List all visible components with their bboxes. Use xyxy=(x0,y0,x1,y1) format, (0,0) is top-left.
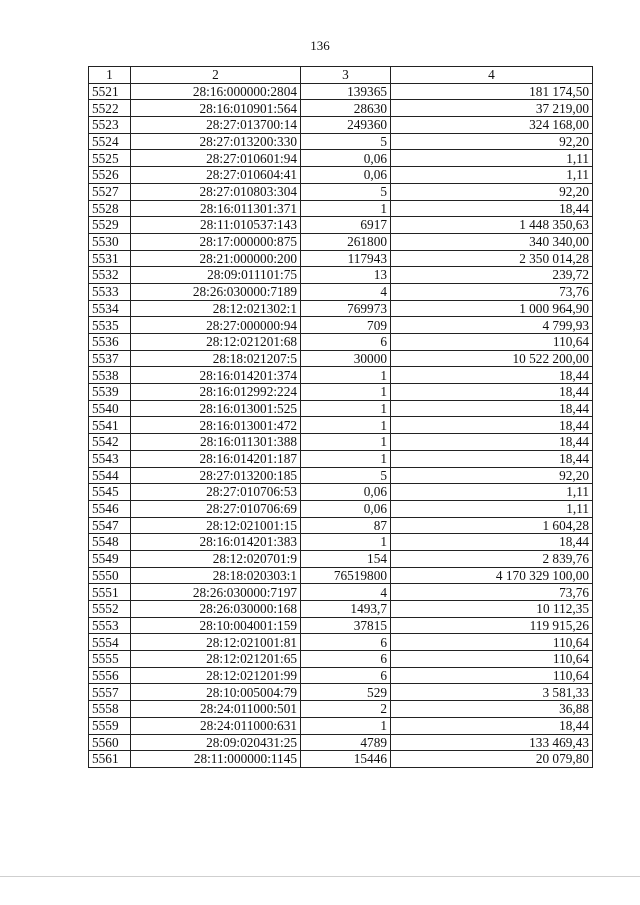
amount-value: 18,44 xyxy=(391,534,593,551)
table-row xyxy=(89,517,593,534)
amount-value: 133 469,43 xyxy=(391,734,593,751)
row-number: 5552 xyxy=(89,601,131,618)
area-value: 0,06 xyxy=(301,484,391,501)
cadastral-number: 28:26:030000:168 xyxy=(131,601,301,618)
table-body xyxy=(89,83,593,767)
table-row xyxy=(89,200,593,217)
table-row xyxy=(89,751,593,768)
area-value: 1493,7 xyxy=(301,601,391,618)
row-number: 5533 xyxy=(89,283,131,300)
table-row xyxy=(89,167,593,184)
row-number: 5550 xyxy=(89,567,131,584)
table-row xyxy=(89,117,593,134)
table-row xyxy=(89,484,593,501)
cadastral-number: 28:11:010537:143 xyxy=(131,217,301,234)
cadastral-number: 28:16:000000:2804 xyxy=(131,83,301,100)
area-value: 15446 xyxy=(301,751,391,768)
cadastral-number: 28:16:014201:187 xyxy=(131,450,301,467)
row-number: 5551 xyxy=(89,584,131,601)
cadastral-number: 28:12:021201:65 xyxy=(131,651,301,668)
area-value: 13 xyxy=(301,267,391,284)
amount-value: 92,20 xyxy=(391,133,593,150)
amount-value: 18,44 xyxy=(391,384,593,401)
row-number: 5536 xyxy=(89,334,131,351)
amount-value: 73,76 xyxy=(391,283,593,300)
table-row xyxy=(89,701,593,718)
area-value: 6 xyxy=(301,334,391,351)
table-row xyxy=(89,217,593,234)
table-row xyxy=(89,400,593,417)
row-number: 5547 xyxy=(89,517,131,534)
area-value: 1 xyxy=(301,534,391,551)
amount-value: 239,72 xyxy=(391,267,593,284)
area-value: 30000 xyxy=(301,350,391,367)
table-row xyxy=(89,283,593,300)
table-row xyxy=(89,567,593,584)
row-number: 5543 xyxy=(89,450,131,467)
row-number: 5531 xyxy=(89,250,131,267)
cadastral-number: 28:24:011000:631 xyxy=(131,717,301,734)
cadastral-number: 28:12:020701:9 xyxy=(131,550,301,567)
area-value: 261800 xyxy=(301,233,391,250)
cadastral-number: 28:16:011301:371 xyxy=(131,200,301,217)
table-row xyxy=(89,250,593,267)
table-row xyxy=(89,467,593,484)
cadastral-number: 28:18:021207:5 xyxy=(131,350,301,367)
cadastral-number: 28:26:030000:7189 xyxy=(131,283,301,300)
amount-value: 18,44 xyxy=(391,400,593,417)
cadastral-number: 28:21:000000:200 xyxy=(131,250,301,267)
cadastral-number: 28:09:020431:25 xyxy=(131,734,301,751)
area-value: 5 xyxy=(301,133,391,150)
amount-value: 18,44 xyxy=(391,434,593,451)
row-number: 5544 xyxy=(89,467,131,484)
area-value: 87 xyxy=(301,517,391,534)
row-number: 5537 xyxy=(89,350,131,367)
table-row xyxy=(89,133,593,150)
table-row xyxy=(89,634,593,651)
column-header-4: 4 xyxy=(391,67,593,84)
area-value: 4 xyxy=(301,584,391,601)
cadastral-number: 28:27:010706:69 xyxy=(131,500,301,517)
cadastral-number: 28:10:004001:159 xyxy=(131,617,301,634)
area-value: 154 xyxy=(301,550,391,567)
cadastral-number: 28:27:010604:41 xyxy=(131,167,301,184)
registry-table xyxy=(88,66,593,768)
table-row xyxy=(89,367,593,384)
table-row xyxy=(89,601,593,618)
row-number: 5527 xyxy=(89,183,131,200)
row-number: 5539 xyxy=(89,384,131,401)
amount-value: 10 112,35 xyxy=(391,601,593,618)
row-number: 5554 xyxy=(89,634,131,651)
amount-value: 73,76 xyxy=(391,584,593,601)
amount-value: 4 799,93 xyxy=(391,317,593,334)
table-row xyxy=(89,717,593,734)
cadastral-number: 28:27:010706:53 xyxy=(131,484,301,501)
amount-value: 1,11 xyxy=(391,500,593,517)
amount-value: 4 170 329 100,00 xyxy=(391,567,593,584)
table-row xyxy=(89,500,593,517)
row-number: 5526 xyxy=(89,167,131,184)
cadastral-number: 28:12:021201:68 xyxy=(131,334,301,351)
cadastral-number: 28:27:010601:94 xyxy=(131,150,301,167)
amount-value: 3 581,33 xyxy=(391,684,593,701)
cadastral-number: 28:12:021302:1 xyxy=(131,300,301,317)
cadastral-number: 28:18:020303:1 xyxy=(131,567,301,584)
table-row xyxy=(89,300,593,317)
table-row xyxy=(89,350,593,367)
cadastral-number: 28:12:021001:15 xyxy=(131,517,301,534)
area-value: 1 xyxy=(301,200,391,217)
table-row xyxy=(89,667,593,684)
row-number: 5523 xyxy=(89,117,131,134)
row-number: 5524 xyxy=(89,133,131,150)
amount-value: 18,44 xyxy=(391,367,593,384)
table-row xyxy=(89,550,593,567)
cadastral-number: 28:16:010901:564 xyxy=(131,100,301,117)
cadastral-number: 28:16:011301:388 xyxy=(131,434,301,451)
column-header-1: 1 xyxy=(89,67,131,84)
row-number: 5549 xyxy=(89,550,131,567)
area-value: 117943 xyxy=(301,250,391,267)
table-row xyxy=(89,183,593,200)
cadastral-number: 28:27:013200:185 xyxy=(131,467,301,484)
amount-value: 92,20 xyxy=(391,183,593,200)
area-value: 249360 xyxy=(301,117,391,134)
cadastral-number: 28:16:014201:383 xyxy=(131,534,301,551)
area-value: 1 xyxy=(301,417,391,434)
amount-value: 181 174,50 xyxy=(391,83,593,100)
table-row xyxy=(89,267,593,284)
row-number: 5530 xyxy=(89,233,131,250)
cadastral-number: 28:16:013001:472 xyxy=(131,417,301,434)
row-number: 5534 xyxy=(89,300,131,317)
table-row xyxy=(89,83,593,100)
table-row xyxy=(89,150,593,167)
amount-value: 119 915,26 xyxy=(391,617,593,634)
amount-value: 110,64 xyxy=(391,651,593,668)
table-row xyxy=(89,684,593,701)
area-value: 5 xyxy=(301,467,391,484)
row-number: 5532 xyxy=(89,267,131,284)
amount-value: 340 340,00 xyxy=(391,233,593,250)
cadastral-number: 28:16:013001:525 xyxy=(131,400,301,417)
area-value: 1 xyxy=(301,367,391,384)
cadastral-number: 28:09:011101:75 xyxy=(131,267,301,284)
amount-value: 110,64 xyxy=(391,334,593,351)
area-value: 6 xyxy=(301,651,391,668)
table-row xyxy=(89,734,593,751)
area-value: 4789 xyxy=(301,734,391,751)
row-number: 5546 xyxy=(89,500,131,517)
table-row xyxy=(89,617,593,634)
table-row xyxy=(89,534,593,551)
amount-value: 18,44 xyxy=(391,200,593,217)
row-number: 5557 xyxy=(89,684,131,701)
area-value: 6 xyxy=(301,667,391,684)
amount-value: 324 168,00 xyxy=(391,117,593,134)
amount-value: 92,20 xyxy=(391,467,593,484)
amount-value: 1,11 xyxy=(391,484,593,501)
table-row xyxy=(89,450,593,467)
area-value: 1 xyxy=(301,450,391,467)
area-value: 139365 xyxy=(301,83,391,100)
amount-value: 20 079,80 xyxy=(391,751,593,768)
amount-value: 110,64 xyxy=(391,634,593,651)
cadastral-number: 28:16:014201:374 xyxy=(131,367,301,384)
cadastral-number: 28:26:030000:7197 xyxy=(131,584,301,601)
amount-value: 1 448 350,63 xyxy=(391,217,593,234)
table-row xyxy=(89,434,593,451)
amount-value: 1,11 xyxy=(391,150,593,167)
cadastral-number: 28:27:013700:14 xyxy=(131,117,301,134)
cadastral-number: 28:10:005004:79 xyxy=(131,684,301,701)
cadastral-number: 28:16:012992:224 xyxy=(131,384,301,401)
area-value: 709 xyxy=(301,317,391,334)
cadastral-number: 28:24:011000:501 xyxy=(131,701,301,718)
area-value: 76519800 xyxy=(301,567,391,584)
table-row xyxy=(89,384,593,401)
row-number: 5559 xyxy=(89,717,131,734)
table-row xyxy=(89,651,593,668)
area-value: 4 xyxy=(301,283,391,300)
page-number: 136 xyxy=(310,38,330,53)
row-number: 5538 xyxy=(89,367,131,384)
table-row xyxy=(89,584,593,601)
column-header-2: 2 xyxy=(131,67,301,84)
area-value: 0,06 xyxy=(301,150,391,167)
area-value: 28630 xyxy=(301,100,391,117)
row-number: 5560 xyxy=(89,734,131,751)
area-value: 769973 xyxy=(301,300,391,317)
area-value: 1 xyxy=(301,400,391,417)
area-value: 5 xyxy=(301,183,391,200)
row-number: 5535 xyxy=(89,317,131,334)
table-row xyxy=(89,233,593,250)
cadastral-number: 28:27:013200:330 xyxy=(131,133,301,150)
amount-value: 2 350 014,28 xyxy=(391,250,593,267)
row-number: 5548 xyxy=(89,534,131,551)
amount-value: 1 604,28 xyxy=(391,517,593,534)
row-number: 5561 xyxy=(89,751,131,768)
area-value: 1 xyxy=(301,717,391,734)
row-number: 5525 xyxy=(89,150,131,167)
area-value: 37815 xyxy=(301,617,391,634)
column-header-3: 3 xyxy=(301,67,391,84)
row-number: 5545 xyxy=(89,484,131,501)
area-value: 0,06 xyxy=(301,167,391,184)
table-row xyxy=(89,317,593,334)
table-row xyxy=(89,417,593,434)
table-header xyxy=(89,67,593,84)
cadastral-number: 28:12:021001:81 xyxy=(131,634,301,651)
row-number: 5528 xyxy=(89,200,131,217)
amount-value: 18,44 xyxy=(391,717,593,734)
row-number: 5541 xyxy=(89,417,131,434)
amount-value: 10 522 200,00 xyxy=(391,350,593,367)
area-value: 1 xyxy=(301,384,391,401)
table-row xyxy=(89,100,593,117)
cadastral-number: 28:11:000000:1145 xyxy=(131,751,301,768)
cadastral-number: 28:17:000000:875 xyxy=(131,233,301,250)
amount-value: 1,11 xyxy=(391,167,593,184)
amount-value: 1 000 964,90 xyxy=(391,300,593,317)
amount-value: 18,44 xyxy=(391,450,593,467)
row-number: 5558 xyxy=(89,701,131,718)
area-value: 6 xyxy=(301,634,391,651)
scan-border-line xyxy=(0,876,640,877)
amount-value: 110,64 xyxy=(391,667,593,684)
row-number: 5529 xyxy=(89,217,131,234)
cadastral-number: 28:12:021201:99 xyxy=(131,667,301,684)
table-row xyxy=(89,334,593,351)
row-number: 5540 xyxy=(89,400,131,417)
area-value: 0,06 xyxy=(301,500,391,517)
amount-value: 18,44 xyxy=(391,417,593,434)
area-value: 2 xyxy=(301,701,391,718)
row-number: 5553 xyxy=(89,617,131,634)
area-value: 6917 xyxy=(301,217,391,234)
area-value: 1 xyxy=(301,434,391,451)
header-row xyxy=(89,67,593,84)
cadastral-number: 28:27:010803:304 xyxy=(131,183,301,200)
row-number: 5542 xyxy=(89,434,131,451)
amount-value: 36,88 xyxy=(391,701,593,718)
row-number: 5555 xyxy=(89,651,131,668)
amount-value: 37 219,00 xyxy=(391,100,593,117)
cadastral-number: 28:27:000000:94 xyxy=(131,317,301,334)
row-number: 5521 xyxy=(89,83,131,100)
area-value: 529 xyxy=(301,684,391,701)
amount-value: 2 839,76 xyxy=(391,550,593,567)
row-number: 5522 xyxy=(89,100,131,117)
row-number: 5556 xyxy=(89,667,131,684)
